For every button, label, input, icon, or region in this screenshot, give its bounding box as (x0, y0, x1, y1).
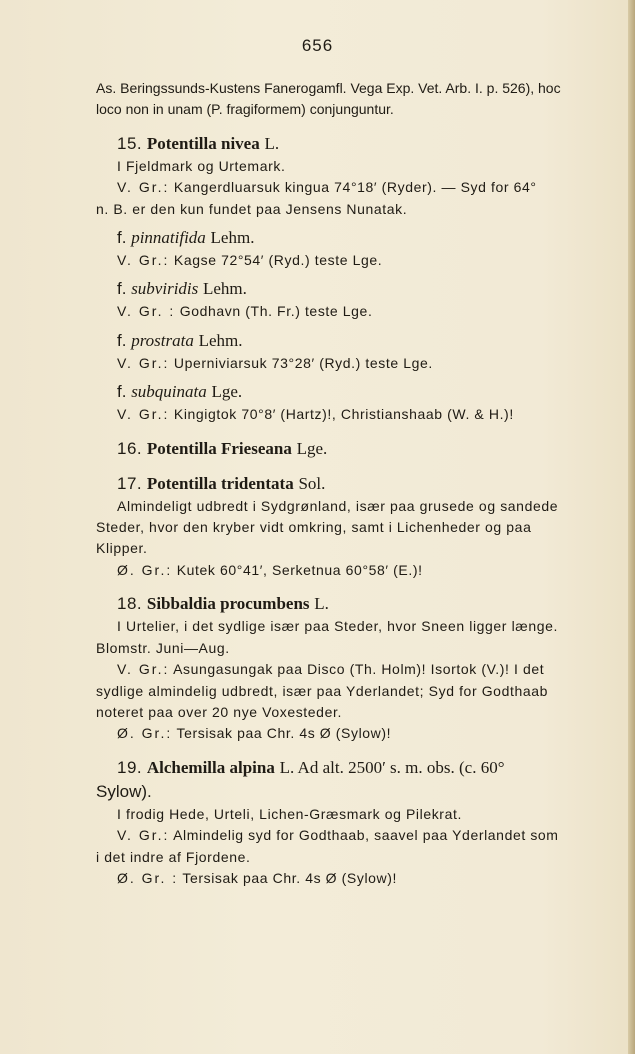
region: V. Gr.: (117, 354, 170, 371)
s17-line-2: Steder, hvor den kryber vidt omkring, samt i Lichenheder og paa (96, 519, 532, 536)
intro-line-2: loco non in unam (P. fragiformem) conjunguntur. (96, 101, 394, 118)
heading-16 (96, 437, 608, 461)
s19-line-1: I frodig Hede, Urteli, Lichen-Græsmark og Pilekrat. (117, 805, 462, 822)
heading-19 (96, 756, 608, 780)
form-author: Lehm. (202, 279, 247, 299)
s15-line-3: n. B. er den kun fundet paa Jensens Nunatak. (96, 200, 408, 217)
heading-19-num: 19. (117, 757, 143, 777)
region: V. Gr.: (117, 827, 170, 844)
form-label: f. (117, 330, 127, 350)
locality: Uperniviarsuk 73°28′ (Ryd.) teste Lge. (169, 354, 433, 371)
region: V. Gr.: (117, 406, 170, 423)
locality: Godhavn (Th. Fr.) teste Lge. (175, 303, 373, 320)
s17-line-4 (96, 560, 608, 581)
heading-16-auth: Lge. (296, 438, 328, 458)
locality: Almindelig syd for Godthaab, saavel paa Yderlandet som (169, 827, 559, 844)
heading-15-name: Potentilla nivea (146, 133, 260, 153)
s18-line-6 (96, 723, 608, 744)
form-prostrata (96, 329, 608, 353)
form-pinnatifida (96, 226, 608, 250)
s18-line-4: sydlige almindelig udbredt, især paa Yderlandet; Syd for Godthaab (96, 682, 548, 699)
page-body (96, 78, 608, 889)
locality: Asungasungak paa Disco (Th. Holm)! Isortok (V.)! I det (169, 661, 545, 678)
form-label: f. (117, 279, 127, 299)
heading-15 (96, 132, 608, 156)
form-subquinata (96, 380, 608, 404)
form-prostrata-loc (96, 353, 608, 374)
form-subviridis-loc (96, 301, 608, 322)
form-author: Lge. (211, 382, 243, 402)
form-label: f. (117, 382, 127, 402)
locality: Tersisak paa Chr. 4s Ø (Sylow)! (178, 869, 398, 886)
s17-line-3: Klipper. (96, 540, 148, 557)
s18-line-5: noteret paa over 20 nye Voxesteder. (96, 703, 342, 720)
heading-18-num: 18. (117, 594, 143, 614)
heading-18-auth: L. (314, 594, 329, 614)
locality: Kagse 72°54′ (Ryd.) teste Lge. (169, 252, 383, 269)
form-name: pinnatifida (131, 228, 206, 248)
locality: Kingigtok 70°8′ (Hartz)!, Christianshaab (W. & H.)! (169, 406, 514, 423)
s18-line-3 (96, 659, 608, 680)
s19-line-3: i det indre af Fjordene. (96, 848, 251, 865)
form-name: subviridis (131, 279, 199, 299)
heading-17 (96, 472, 608, 496)
form-pinnatifida-loc (96, 250, 608, 271)
form-author: Lehm. (210, 228, 255, 248)
form-name: subquinata (131, 382, 207, 402)
s18-line-1: I Urtelier, i det sydlige især paa Steder, hvor Sneen ligger længe. (117, 618, 558, 635)
region: V. Gr.: (117, 661, 170, 678)
heading-19-auth: L. (279, 757, 295, 777)
heading-19-cont: Sylow). (96, 781, 152, 801)
region: V. Gr.: (117, 252, 170, 269)
page-edge (628, 0, 635, 1054)
heading-18 (96, 592, 608, 616)
region: Ø. Gr.: (117, 561, 173, 578)
s15-line-1: I Fjeldmark og Urtemark. (117, 157, 286, 174)
intro-line-1: As. Beringssunds-Kustens Fanerogamfl. Vega Exp. Vet. Arb. I. p. 526), hoc (96, 80, 561, 96)
s15-locality: Kangerdluarsuk kingua 74°18′ (Ryder). — Syd for 64° (169, 179, 537, 196)
heading-17-num: 17. (117, 473, 143, 493)
s15-region: V. Gr.: (117, 179, 170, 196)
heading-19-name: Alchemilla alpina (146, 757, 275, 777)
s18-line-2: Blomstr. Juni—Aug. (96, 639, 230, 656)
form-label: f. (117, 228, 127, 248)
heading-15-num: 15. (117, 133, 143, 153)
heading-16-num: 16. (117, 438, 143, 458)
form-subquinata-loc (96, 404, 608, 425)
s19-line-2 (96, 825, 608, 846)
heading-19-rest: Ad alt. 2500′ s. m. obs. (c. 60° (294, 757, 505, 777)
s15-line-2 (96, 177, 608, 198)
locality: Tersisak paa Chr. 4s Ø (Sylow)! (172, 725, 392, 742)
locality: Kutek 60°41′, Serketnua 60°58′ (E.)! (172, 561, 423, 578)
form-name: prostrata (131, 330, 194, 350)
heading-15-auth: L. (264, 133, 280, 153)
region: V. Gr. : (117, 303, 176, 320)
heading-16-name: Potentilla Frieseana (146, 438, 292, 458)
heading-17-auth: Sol. (298, 473, 326, 493)
region: Ø. Gr. : (117, 869, 179, 886)
page-number: 656 (301, 36, 334, 55)
s19-line-4 (96, 868, 608, 889)
heading-18-name: Sibbaldia procumbens (146, 594, 310, 614)
region: Ø. Gr.: (117, 725, 173, 742)
heading-17-name: Potentilla tridentata (146, 473, 294, 493)
form-author: Lehm. (198, 330, 243, 350)
s17-line-1: Almindeligt udbredt i Sydgrønland, især paa grusede og sandede (117, 497, 559, 514)
form-subviridis (96, 277, 608, 301)
